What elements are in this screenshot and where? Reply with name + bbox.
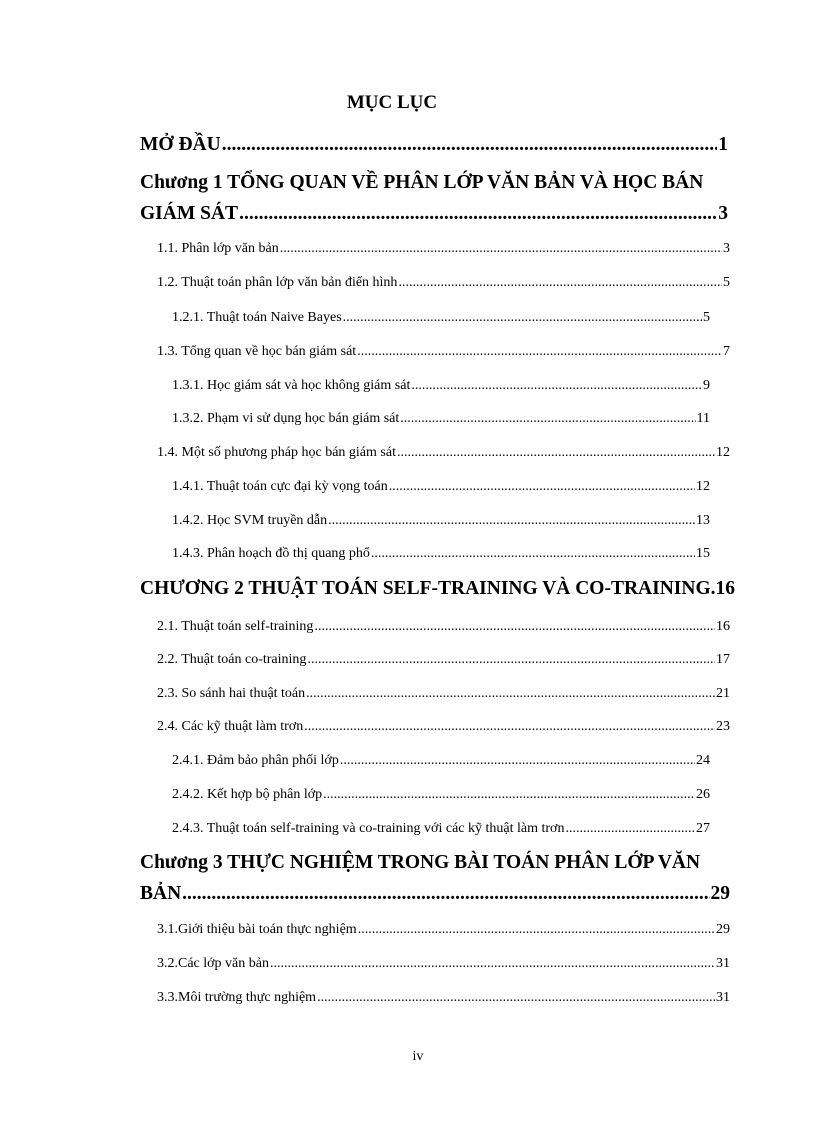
toc-entry-1-4-2[interactable] [172,513,710,529]
page-number-footer: iv [412,1049,424,1064]
dot-leader [328,513,695,529]
toc-entry-2-4-1[interactable] [172,753,710,769]
toc-entry-label: Giới thiệu bài toán thực nghiệm [178,922,357,937]
toc-entry-label: GIÁM SÁT [140,203,239,224]
toc-entry-page: 21 [716,686,730,701]
toc-entry-page: 11 [696,411,710,426]
toc-entry-2-2[interactable] [157,652,730,668]
dot-leader [411,378,702,394]
toc-entry-1-3-2[interactable] [172,411,710,427]
toc-entry-page: 31 [716,956,730,971]
dot-leader [398,275,722,291]
dot-leader [357,344,722,360]
dot-leader [307,652,715,668]
toc-entry-page: 5 [703,310,710,325]
toc-entry-label: 1.3.2. Phạm vi sử dụng học bán giám sát [172,411,400,426]
dot-leader [182,883,709,905]
toc-entry-label: 1.4.1. Thuật toán cực đại kỳ vọng toán [172,479,388,494]
dot-leader [343,310,702,326]
toc-entry-label: 1.3. Tổng quan về học bán giám sát [157,344,357,359]
toc-entry-page: 12 [696,479,710,494]
dot-leader [314,619,715,635]
toc-entry-page: 12 [716,445,730,460]
toc-entry-1-4[interactable] [157,445,730,461]
toc-entry-chapter2[interactable] [140,578,736,600]
toc-entry-label: 1.2.1. Thuật toán Naive Bayes [172,310,342,325]
dot-leader [340,753,695,769]
toc-entry-2-4-3[interactable] [172,821,710,837]
dot-leader [400,411,695,427]
toc-entry-2-1[interactable] [157,619,730,635]
dot-leader [358,922,715,938]
toc-entry-1-2-1[interactable] [172,310,710,326]
toc-entry-mo-dau[interactable] [140,134,728,156]
toc-entry-page: 24 [696,753,710,768]
toc-entry-3-3[interactable] [157,990,730,1006]
toc-entry-page: 3 [723,241,730,256]
toc-entry-2-3[interactable] [157,686,730,702]
dot-leader [270,956,715,972]
toc-entry-page: 23 [716,719,730,734]
dot-leader [304,719,715,735]
dot-leader [317,990,715,1006]
dot-leader [239,203,717,225]
toc-entry-number: 3.2. [157,956,178,971]
toc-entry-label: CHƯƠNG 2 THUẬT TOÁN SELF-TRAINING VÀ CO-TRAINING. [140,578,716,599]
toc-entry-page: 17 [716,652,730,667]
toc-entry-number: 3.3. [157,990,178,1005]
dot-leader [222,134,718,156]
dot-leader [371,546,695,562]
toc-entry-page: 29 [716,922,730,937]
toc-entry-page: 13 [696,513,710,528]
toc-entry-1-1[interactable] [157,241,730,257]
toc-entry-page: 5 [723,275,730,290]
dot-leader [323,787,695,803]
toc-entry-label: Các lớp văn bản [178,956,269,971]
toc-entry-2-4-2[interactable] [172,787,710,803]
chapter1-title-line1[interactable]: Chương 1 TỔNG QUAN VỀ PHÂN LỚP VĂN BẢN VÀ HỌC BÁN [140,172,704,193]
toc-entry-page: 16 [715,578,736,599]
toc-entry-label: 1.2. Thuật toán phân lớp văn bản điển hình [157,275,398,290]
toc-entry-1-4-1[interactable] [172,479,710,495]
dot-leader [306,686,715,702]
toc-entry-page: 29 [710,883,730,904]
page-title: MỤC LỤC [346,92,438,113]
toc-entry-label: Môi trường thực nghiệm [178,990,317,1005]
toc-entry-page: 27 [696,821,710,836]
toc-entry-page: 1 [718,134,728,155]
dot-leader [389,479,695,495]
toc-entry-label: 1.4.3. Phân hoạch đồ thị quang phổ [172,546,370,561]
toc-entry-label: 2.4.1. Đảm bảo phân phối lớp [172,753,339,768]
toc-entry-1-3-1[interactable] [172,378,710,394]
toc-entry-label: 1.3.1. Học giám sát và học không giám sát [172,378,411,393]
toc-entry-3-2[interactable] [157,956,730,972]
toc-entry-label: 1.1. Phân lớp văn bản [157,241,279,256]
dot-leader [565,821,695,837]
toc-entry-1-2[interactable] [157,275,730,291]
toc-entry-label: 2.4.3. Thuật toán self-training và co-training với các kỹ thuật làm trơn [172,821,565,836]
toc-entry-label: 2.4. Các kỹ thuật làm trơn [157,719,304,734]
toc-entry-page: 9 [703,378,710,393]
toc-entry-chapter1[interactable] [140,203,728,225]
toc-entry-label: 2.1. Thuật toán self-training [157,619,314,634]
toc-entry-2-4[interactable] [157,719,730,735]
toc-entry-page: 15 [696,546,710,561]
toc-entry-page: 7 [723,344,730,359]
toc-entry-label: BẢN [140,883,182,904]
toc-entry-label: 1.4. Một số phương pháp học bán giám sát [157,445,396,460]
toc-entry-label: 1.4.2. Học SVM truyền dẫn [172,513,328,528]
toc-entry-page: 31 [716,990,730,1005]
toc-entry-label: 2.2. Thuật toán co-training [157,652,307,667]
toc-entry-1-4-3[interactable] [172,546,710,562]
toc-entry-page: 3 [718,203,728,224]
dot-leader [280,241,722,257]
toc-entry-label: MỞ ĐẦU [140,134,221,155]
chapter3-title-line1[interactable]: Chương 3 THỰC NGHIỆM TRONG BÀI TOÁN PHÂN LỚP VĂN [140,852,701,873]
toc-entry-page: 26 [696,787,710,802]
dot-leader [397,445,715,461]
toc-entry-3-1[interactable] [157,922,730,938]
toc-entry-label: 2.3. So sánh hai thuật toán [157,686,306,701]
toc-entry-1-3[interactable] [157,344,730,360]
toc-entry-label: 2.4.2. Kết hợp bộ phân lớp [172,787,323,802]
toc-entry-page: 16 [716,619,730,634]
toc-entry-chapter3[interactable] [140,883,730,905]
toc-entry-number: 3.1. [157,922,178,937]
